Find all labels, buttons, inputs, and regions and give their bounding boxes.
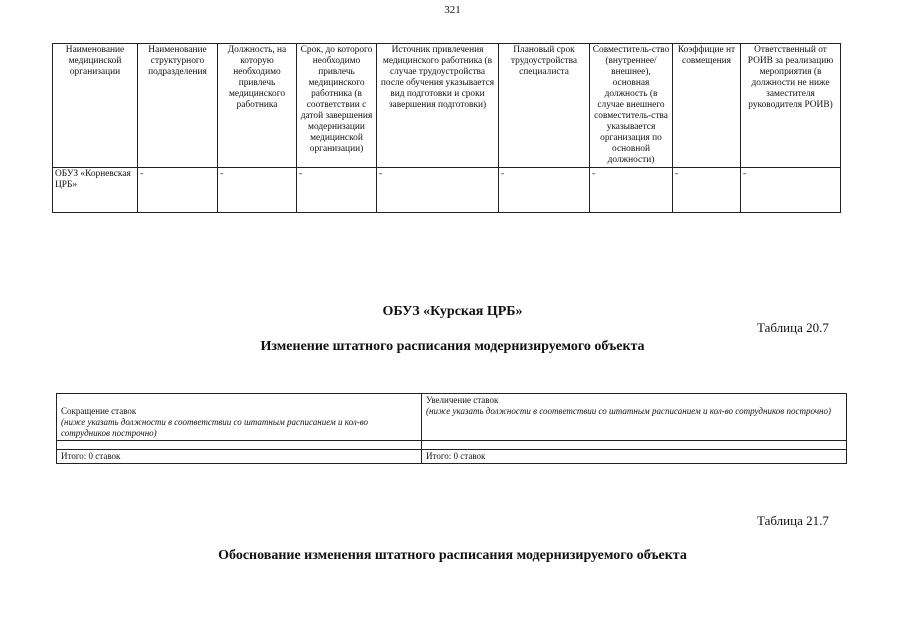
increase-header-cell xyxy=(422,394,847,441)
table-cell: - xyxy=(673,168,741,213)
reduction-header: Сокращение ставок xyxy=(61,406,137,416)
column-header: Плановый срок трудоустройства специалиста xyxy=(499,44,590,168)
table-row xyxy=(53,168,841,213)
page-number: 321 xyxy=(444,4,461,16)
reduction-total: Итого: 0 ставок xyxy=(57,450,422,464)
table-cell: - xyxy=(297,168,377,213)
column-header: Наименование структурного подразделения xyxy=(138,44,218,168)
table-cell: - xyxy=(377,168,499,213)
table-cell: - xyxy=(218,168,297,213)
table-number: Таблица 21.7 xyxy=(757,513,829,528)
reduction-header-cell xyxy=(57,394,422,441)
column-header: Коэффицие нт совмещения xyxy=(673,44,741,168)
table-number: Таблица 20.7 xyxy=(757,320,829,335)
increase-hint: (ниже указать должности в соответствии со штатным расписанием и кол-во сотрудников построчно) xyxy=(426,406,831,416)
table-cell: - xyxy=(590,168,673,213)
table-row xyxy=(57,441,847,450)
table-title: Изменение штатного расписания модернизируемого объекта xyxy=(260,339,645,354)
table-cell: - xyxy=(741,168,841,213)
staff-table xyxy=(52,43,841,213)
staffing-change-table xyxy=(56,393,847,464)
table-cell: ОБУЗ «Корневская ЦРБ» xyxy=(53,168,138,213)
column-header: Должность, на которую необходимо привлечь медицинского работника xyxy=(218,44,297,168)
increase-header: Увеличение ставок xyxy=(426,395,499,405)
staff-table-header-row xyxy=(53,44,841,168)
table-cell: - xyxy=(138,168,218,213)
column-header: Источник привлечения медицинского работника (в случае трудоустройства после обучения указывается вид подготовки и сроки завершения подготовки) xyxy=(377,44,499,168)
reduction-hint: (ниже указать должности в соответствии со штатным расписанием и кол-во сотрудников построчно) xyxy=(61,417,369,438)
table-row xyxy=(57,394,847,441)
table-row xyxy=(57,450,847,464)
section-heading: ОБУЗ «Курская ЦРБ» xyxy=(382,304,523,319)
table-cell xyxy=(422,441,847,450)
column-header: Совместитель-ство (внутреннее/ внешнее), основная должность (в случае внешнего совместитель-ства указывается организация по основной должности) xyxy=(590,44,673,168)
increase-total: Итого: 0 ставок xyxy=(422,450,847,464)
column-header: Срок, до которого необходимо привлечь медицинского работника (в соответствии с датой завершения модернизации медицинской организации) xyxy=(297,44,377,168)
table-cell: - xyxy=(499,168,590,213)
table-cell xyxy=(57,441,422,450)
column-header: Наименование медицинской организации xyxy=(53,44,138,168)
column-header: Ответственный от РОИВ за реализацию мероприятия (в должности не ниже заместителя руководителя РОИВ) xyxy=(741,44,841,168)
table-title: Обоснование изменения штатного расписания модернизируемого объекта xyxy=(218,548,687,563)
